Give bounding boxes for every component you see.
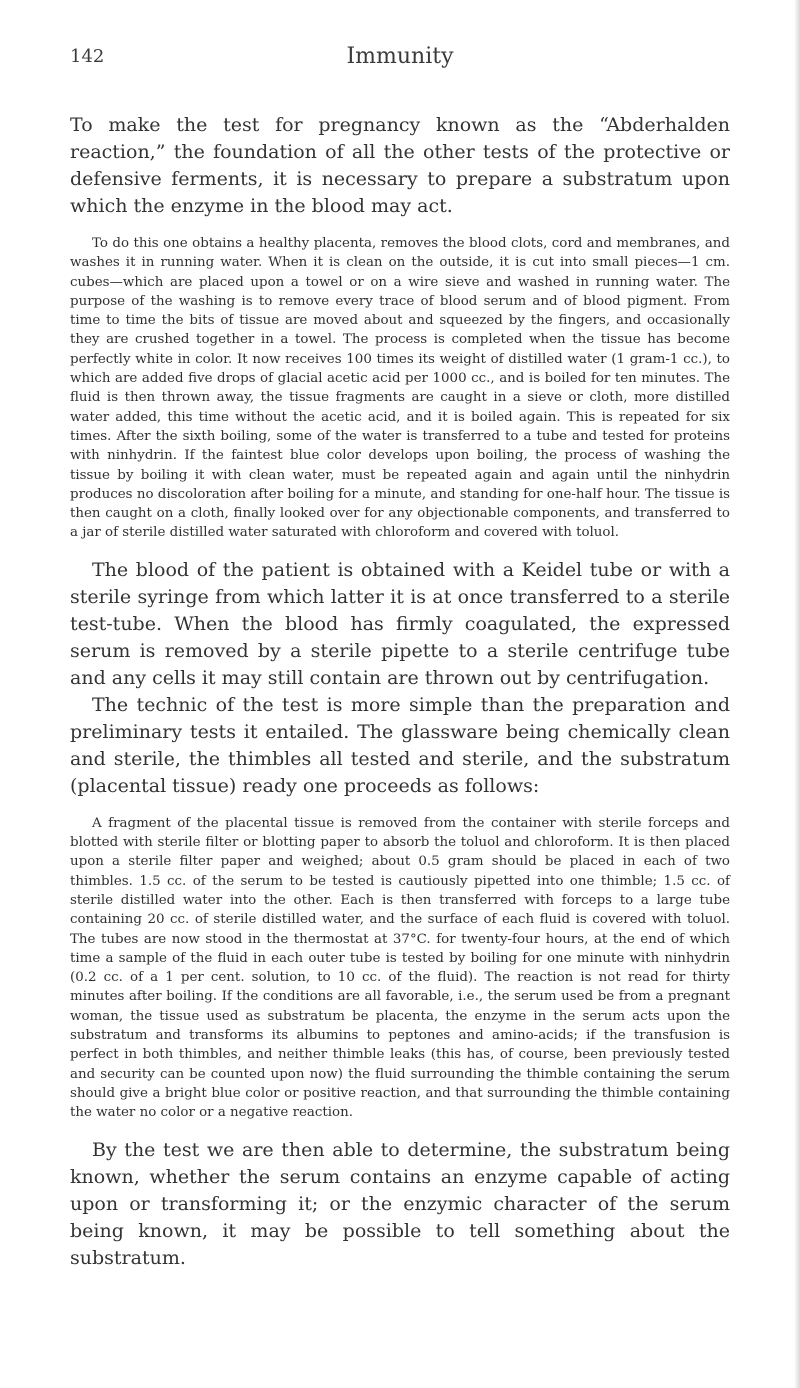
paragraph-intro: To make the test for pregnancy known as the “Abderhalden reaction,” the foundation of all the other tests of the protective or defensive ferments, it is necessary to prepare a substratum upon which the enzyme in the blood may act. [70, 114, 730, 217]
paragraph-blood-collection: The blood of the patient is obtained with a Keidel tube or with a sterile syringe from which latter it is at once transferred to a sterile test-tube. When the blood has firmly coagulated, the expressed serum is removed by a sterile pipette to a sterile centrifuge tube and any cells it may still contain are thrown out by centrifugation. [70, 558, 730, 689]
paragraph-conclusion: By the test we are then able to determine, the substratum being known, whether the serum contains an enzyme capable of acting upon or transforming it; or the enzymic character of the serum being known, it may be possible to tell something about the substratum. [70, 1138, 730, 1269]
page-body [70, 112, 730, 1272]
page-number: 142 [70, 46, 105, 67]
page-header [0, 0, 800, 110]
paragraph-technic: The technic of the test is more simple than the preparation and preliminary tests it entailed. The glassware being chemically clean and sterile, the thimbles all tested and sterile, and the substratum (placental tissue) ready one proceeds as follows: [70, 693, 730, 797]
page-edge-shadow [794, 0, 800, 1388]
paragraph-substratum-preparation: To do this one obtains a healthy placenta, removes the blood clots, cord and membranes, and washes it in running water. When it is clean on the outside, it is cut into small pieces—1 cm. cubes—which are placed upon a towel or on a wire sieve and washed in running water. The purpose of the washing is to remove every trace of blood serum and of blood pigment. From time to time the bits of tissue are moved about and squeezed by the fingers, and occasionally they are crushed together in a towel. The process is completed when the tissue has become perfectly white in color. It now receives 100 times its weight of distilled water (1 gram-1 cc.), to which are added five drops of glacial acetic acid per 1000 cc., and is boiled for ten minutes. The fluid is then thrown away, the tissue fragments are caught in a sieve or cloth, more distilled water added, this time without the acetic acid, and it is boiled again. This is repeated for six times. After the sixth boiling, some of the water is transferred to a tube and tested for proteins with ninhydrin. If the faintest blue color develops upon boiling, the process of washing the tissue by boiling it with clean water, must be repeated again and again until the ninhydrin produces no discoloration after boiling for a minute, and standing for one-half hour. The tissue is then caught on a cloth, finally looked over for any objectionable components, and transferred to a jar of sterile distilled water saturated with chloroform and covered with toluol. [70, 236, 730, 541]
paragraph-procedure: A fragment of the placental tissue is removed from the container with sterile forceps and blotted with sterile filter or blotting paper to absorb the toluol and chloroform. It is then placed upon a sterile filter paper and weighed; about 0.5 gram should be placed in each of two thimbles. 1.5 cc. of the serum to be tested is cautiously pipetted into one thimble; 1.5 cc. of sterile distilled water into the other. Each is then transferred with forceps to a large tube containing 20 cc. of sterile distilled water, and the surface of each fluid is covered with toluol. The tubes are now stood in the thermostat at 37°C. for twenty-four hours, at the end of which time a sample of the fluid in each outer tube is tested by boiling for one minute with ninhydrin (0.2 cc. of a 1 per cent. solution, to 10 cc. of the fluid). The reaction is not read for thirty minutes after boiling. If the conditions are all favorable, i.e., the serum used be from a pregnant woman, the tissue used as substratum be placenta, the enzyme in the serum acts upon the substratum and transforms its albumins to peptones and amino-acids; if the transfusion is perfect in both thimbles, and neither thimble leaks (this has, of course, been previously tested and security can be counted upon now) the fluid surrounding the thimble containing the serum should give a bright blue color or positive reaction, and that surrounding the thimble containing the water no color or a negative reaction. [70, 815, 730, 1121]
running-head-title: Immunity [346, 44, 454, 69]
